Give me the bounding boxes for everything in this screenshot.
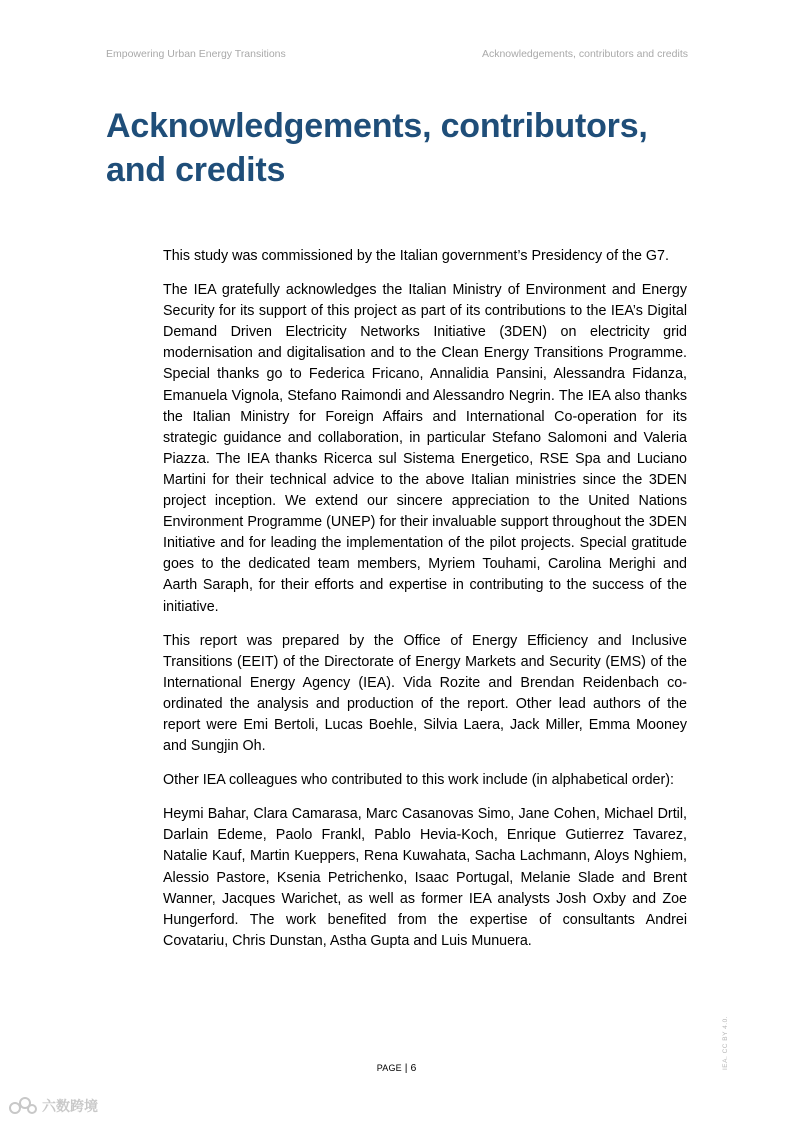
page-number xyxy=(0,1062,793,1074)
page-label: PAGE xyxy=(376,1063,402,1073)
paragraph-acknowledgements: The IEA gratefully acknowledges the Italian Ministry of Environment and Energy Security for its support of this project as part of its contributions to the IEA’s Digital Demand Driven Electricity Networks Initiative (3DEN) on electricity grid modernisation and digitalisation and to the Clean Energy Transitions Programme. Special thanks go to Federica Fricano, Annalidia Pansini, Alessandra Fidanza, Emanuela Vignola, Stefano Raimondi and Alessandro Negrin. The IEA also thanks the Italian Ministry for Foreign Affairs and International Co-operation for its strategic guidance and collaboration, in particular Stefano Salomoni and Valeria Piazza. The IEA thanks Ricerca sul Sistema Energetico, RSE Spa and Luciano Martini for their technical advice to the above Italian ministries since the 3DEN project inception. We extend our sincere appreciation to the United Nations Environment Programme (UNEP) for their invaluable support throughout the 3DEN Initiative and for leading the implementation of the pilot projects. Special gratitude goes to the dedicated team members, Myriem Touhami, Carolina Merighi and Aarth Saraph, for their efforts and expertise in contributing to the success of the initiative. xyxy=(163,282,687,615)
paragraph-commission: This study was commissioned by the Italian government’s Presidency of the G7. xyxy=(163,248,669,264)
watermark-text: 六数跨境 xyxy=(42,1098,98,1114)
paragraph-report-authors: This report was prepared by the Office of Energy Efficiency and Inclusive Transitions (EEIT) of the Directorate of Energy Markets and Security (EMS) of the International Energy Agency (IEA). Vida Rozite and Brendan Reidenbach co-ordinated the analysis and production of the report. Other lead authors of the report were Emi Bertoli, Lucas Boehle, Silvia Laera, Jack Miller, Emma Mooney and Sungjin Oh. xyxy=(163,632,687,755)
body-text xyxy=(163,246,687,965)
page-separator: | xyxy=(404,1062,408,1074)
header-report-title: Empowering Urban Energy Transitions xyxy=(106,48,286,60)
license-notice: IEA. CC BY 4.0. xyxy=(722,1016,729,1070)
page-number-value: 6 xyxy=(410,1062,417,1074)
watermark xyxy=(8,1096,98,1116)
paragraph-contributors-list: Heymi Bahar, Clara Camarasa, Marc Casanovas Simo, Jane Cohen, Michael Drtil, Darlain Edeme, Paolo Frankl, Pablo Hevia-Koch, Enrique Gutierrez Tavarez, Natalie Kauf, Martin Kueppers, Rena Kuwahata, Sacha Lachmann, Aloys Nghiem, Alessio Pastore, Ksenia Petrichenko, Isaac Portugal, Melanie Slade and Brent Wanner, Jacques Warichet, as well as former IEA analysts Josh Oxby and Zoe Hungerford. The work benefited from the expertise of consultants Andrei Covatariu, Chris Dunstan, Astha Gupta and Luis Munuera. xyxy=(163,806,687,949)
paragraph-contributors-intro: Other IEA colleagues who contributed to this work include (in alphabetical order): xyxy=(163,772,674,789)
running-header xyxy=(106,48,688,62)
page-title-line-2: and credits xyxy=(106,151,286,189)
page-title-line-1: Acknowledgements, contributors, xyxy=(106,107,648,145)
header-section-title: Acknowledgements, contributors and credits xyxy=(481,48,688,60)
watermark-logo-icon xyxy=(8,1096,38,1116)
page-title xyxy=(106,104,706,192)
